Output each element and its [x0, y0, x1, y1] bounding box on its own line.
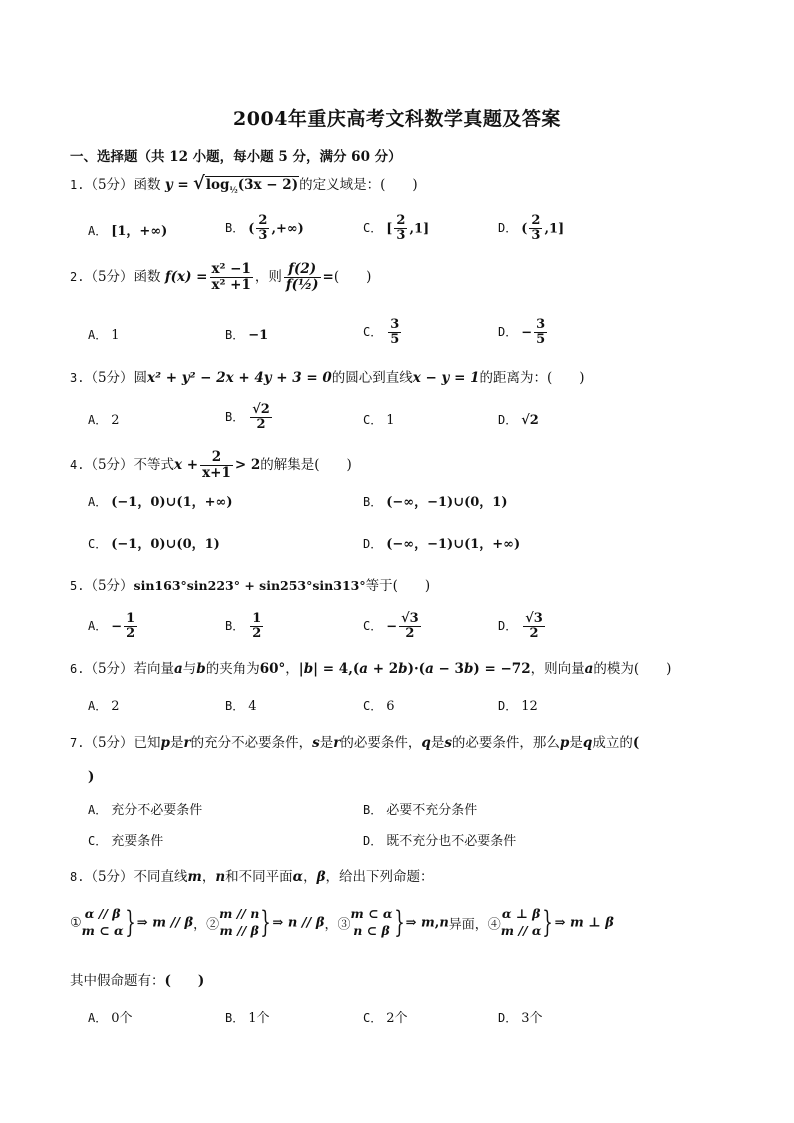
option-8d[interactable]: D． 3个 — [498, 1011, 543, 1026]
option-1a[interactable]: A． [1，+∞) — [88, 224, 168, 239]
option-7c[interactable]: C． 充要条件 — [88, 834, 164, 849]
question-2: 2.（5分）函数 f(x) = $\frac{\text{x² −1}}{\text{x² +1}}$ ，则 $\frac{f(2)}{\text{f(½)}}$ =( ) — [70, 261, 372, 293]
question-5: 5.（5分）sin163°sin223° + sin253°sin313°等于( ) — [70, 578, 431, 594]
option-8b[interactable]: B． 1个 — [225, 1011, 270, 1026]
question-4: 4.（5分）不等式x + $\frac{2}{x+1}$ > 2的解集是( ) — [70, 449, 352, 481]
option-4a[interactable]: A． (−1，0)∪(1，+∞) — [88, 495, 233, 510]
question-8: 8.（5分）不同直线m，n和不同平面α，β，给出下列命题： — [70, 869, 434, 885]
option-1b[interactable]: B． ( $\frac{2}{3}$ ,+∞) — [225, 213, 304, 244]
sqrt-expression: $√\log_{\frac{1}{2}}(3x - 2)$ — [193, 173, 299, 195]
option-6d[interactable]: D． 12 — [498, 699, 538, 714]
option-6a[interactable]: A． 2 — [88, 699, 120, 714]
option-5b[interactable]: B． $\frac{1}{2}$ — [225, 611, 262, 642]
option-4d[interactable]: D． (−∞，−1)∪(1，+∞) — [363, 537, 521, 552]
option-2d[interactable]: D． − $\frac{3}{5}$ — [498, 317, 546, 348]
option-2c[interactable]: C． $\frac{3}{5}$ — [363, 317, 400, 348]
question-7: 7.（5分）已知p是r的充分不必要条件，s是r的必要条件，q是s的必要条件，那么p是q成立的( — [70, 735, 640, 751]
question-8-prompt: 其中假命题有：( ) — [70, 973, 205, 989]
option-6c[interactable]: C． 6 — [363, 699, 395, 714]
option-2a[interactable]: A． 1 — [88, 328, 120, 343]
question-3: 3.（5分）圆x² + y² − 2x + 4y + 3 = 0的圆心到直线x − y = 1的距离为：( ) — [70, 370, 585, 386]
option-3c[interactable]: C． 1 — [363, 413, 395, 428]
option-3b[interactable]: B． $\frac{√2}{2}$ — [225, 402, 270, 433]
option-7d[interactable]: D． 既不充分也不必要条件 — [363, 834, 517, 849]
option-3d[interactable]: D． √2 — [498, 413, 539, 428]
option-1c[interactable]: C． [ $\frac{2}{3}$ ,1] — [363, 213, 430, 244]
question-6: 6.（5分）若向量a与b的夹角为60°，|b| = 4,(a + 2b)·(a − 3b) = −72，则向量a的模为( ) — [70, 661, 672, 677]
option-8a[interactable]: A． 0个 — [88, 1011, 133, 1026]
option-3a[interactable]: A． 2 — [88, 413, 120, 428]
option-5c[interactable]: C． − $\frac{√3}{2}$ — [363, 611, 419, 642]
propositions: ①α // β m ⊂ α}⇒ m // β，②m // n m // β}⇒ n // β，③m ⊂ α n ⊂ β }⇒ m,n异面，④α ⊥ β m // α}⇒ m ⊥ β — [70, 904, 614, 940]
page-title: 2004年重庆高考文科数学真题及答案 — [233, 108, 561, 130]
option-5a[interactable]: A． − $\frac{1}{2}$ — [88, 611, 136, 642]
option-7b[interactable]: B． 必要不充分条件 — [363, 803, 478, 818]
option-6b[interactable]: B． 4 — [225, 699, 257, 714]
option-2b[interactable]: B． −1 — [225, 328, 269, 343]
question-1: 1.（5分）函数 $y = √\log_{\frac{1}{2}}(3x - 2)$的定义域是：( ) — [70, 173, 418, 195]
section-heading: 一、选择题（共 12 小题，每小题 5 分，满分 60 分） — [70, 149, 402, 165]
option-5d[interactable]: D． $\frac{√3}{2}$ — [498, 611, 543, 642]
option-8c[interactable]: C． 2个 — [363, 1011, 408, 1026]
option-4c[interactable]: C． (−1，0)∪(0，1) — [88, 537, 220, 552]
question-7-cont: ) — [88, 769, 95, 785]
option-7a[interactable]: A． 充分不必要条件 — [88, 803, 203, 818]
option-1d[interactable]: D． ( $\frac{2}{3}$ ,1] — [498, 213, 565, 244]
option-4b[interactable]: B． (−∞，−1)∪(0，1) — [363, 495, 508, 510]
